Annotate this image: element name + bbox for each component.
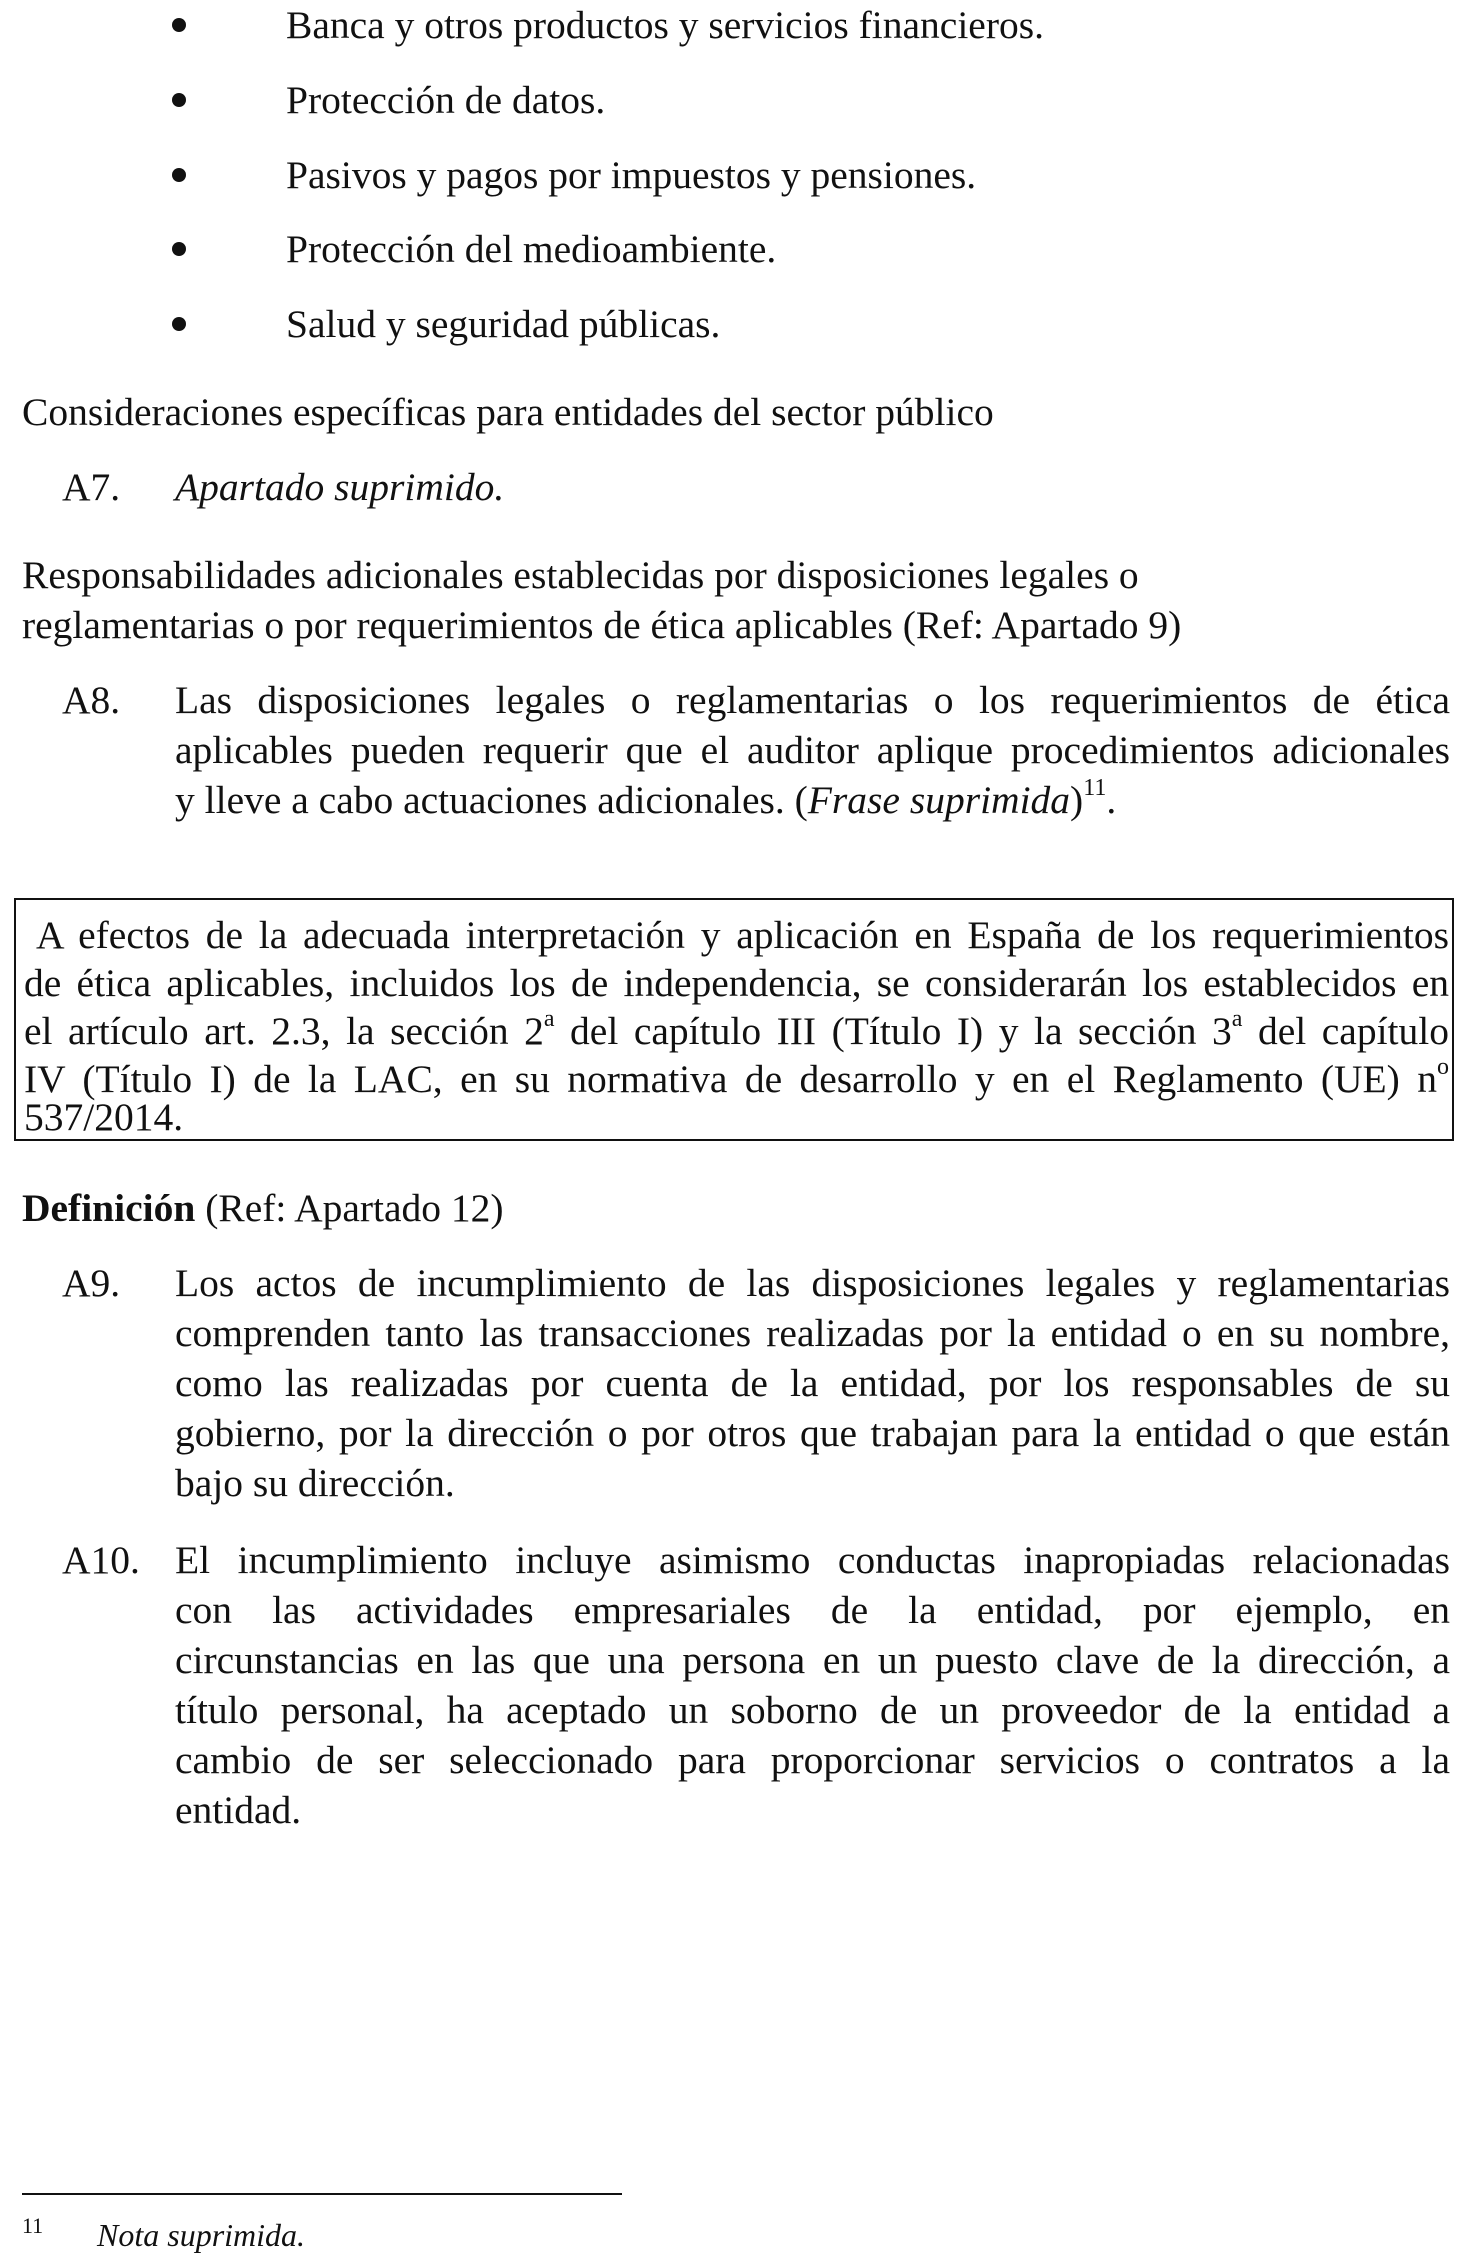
- paragraph-a7-text: Apartado suprimido.: [175, 465, 505, 509]
- definition-rest: (Ref: Apartado 12): [195, 1186, 504, 1230]
- footnote-reference: 11: [1083, 774, 1107, 801]
- paragraph-number-a8: A8.: [62, 678, 121, 722]
- paragraph-line: como las realizadas por cuenta de la entidad, por los responsables de su: [175, 1361, 1450, 1405]
- a8-line3-end: .: [1106, 778, 1117, 822]
- note-line4-a: IV (Título I) de la LAC, en su normativa de desarrollo y en el Reglamento (UE) n: [24, 1057, 1437, 1101]
- note-line: A efectos de la adecuada interpretación y aplicación en España de los requerimientos: [36, 913, 1449, 957]
- note-line3-b: del capítulo III (Título I) y la sección 3: [554, 1009, 1232, 1053]
- paragraph-number-a7: A7.: [62, 465, 121, 509]
- bullet-item: [0, 150, 1478, 200]
- paragraph-number-a9: A9.: [62, 1261, 121, 1305]
- paragraph-a9: [175, 1258, 1450, 1508]
- bullet-text: Protección de datos.: [286, 78, 606, 122]
- a8-line3-start: y lleve a cabo actuaciones adicionales. (: [175, 778, 808, 822]
- note-line: de ética aplicables, incluidos los de independencia, se considerarán los establecidos en: [24, 961, 1449, 1005]
- section-heading-public-sector: Consideraciones específicas para entidades del sector público: [22, 390, 994, 434]
- bullet-dot: [172, 168, 186, 182]
- a8-line3-close: ): [1070, 778, 1084, 822]
- section-heading-additional-line1: Responsabilidades adicionales establecidas por disposiciones legales o: [22, 553, 1139, 597]
- bullet-text: Banca y otros productos y servicios financieros.: [286, 3, 1044, 47]
- paragraph-line: El incumplimiento incluye asimismo conductas inapropiadas relacionadas: [175, 1538, 1450, 1582]
- spain-interpretation-note: [14, 898, 1454, 1141]
- bullet-item: [0, 0, 1478, 50]
- paragraph-line: cambio de ser seleccionado para proporcionar servicios o contratos a la: [175, 1738, 1450, 1782]
- paragraph-line: circunstancias en las que una persona en un puesto clave de la dirección, a: [175, 1638, 1450, 1682]
- note-line: 537/2014.: [24, 1095, 184, 1139]
- definition-bold: Definición: [22, 1186, 196, 1230]
- note-line3-a: el artículo art. 2.3, la sección 2: [24, 1009, 544, 1053]
- a8-line3-italic: Frase suprimida: [807, 778, 1071, 822]
- bullet-text: Pasivos y pagos por impuestos y pensiones.: [286, 153, 977, 197]
- note-sup: o: [1437, 1053, 1449, 1080]
- bullet-dot: [172, 93, 186, 107]
- paragraph-line: comprenden tanto las transacciones realizadas por la entidad o en su nombre,: [175, 1311, 1450, 1355]
- footnote-separator: [22, 2193, 622, 2195]
- section-heading-definition: [22, 1183, 504, 1233]
- bullet-item: [0, 75, 1478, 125]
- paragraph-a10: [175, 1535, 1450, 1835]
- paragraph-line: aplicables pueden requerir que el auditor aplique procedimientos adicionales: [175, 728, 1450, 772]
- note-sup: a: [1231, 1005, 1243, 1032]
- note-line3-c: del capítulo: [1242, 1009, 1449, 1053]
- section-heading-additional-line2: reglamentarias o por requerimientos de ética aplicables (Ref: Apartado 9): [22, 603, 1182, 647]
- bullet-dot: [172, 242, 186, 256]
- paragraph-line: entidad.: [175, 1788, 302, 1832]
- bullet-item: [0, 224, 1478, 274]
- paragraph-number-a10: A10.: [62, 1538, 140, 1582]
- paragraph-a8: [175, 675, 1450, 825]
- paragraph-line: gobierno, por la dirección o por otros que trabajan para la entidad o que están: [175, 1411, 1450, 1455]
- bullet-dot: [172, 18, 186, 32]
- paragraph-line: Los actos de incumplimiento de las disposiciones legales y reglamentarias: [175, 1261, 1450, 1305]
- bullet-text: Salud y seguridad públicas.: [286, 302, 721, 346]
- bullet-dot: [172, 317, 186, 331]
- paragraph-line: [175, 775, 1450, 825]
- note-line: [24, 1006, 1449, 1056]
- paragraph-line: Las disposiciones legales o reglamentarias o los requerimientos de ética: [175, 678, 1450, 722]
- footnote-text: Nota suprimida.: [97, 2217, 306, 2253]
- footnote-number: 11: [22, 2213, 44, 2238]
- paragraph-line: con las actividades empresariales de la entidad, por ejemplo, en: [175, 1588, 1450, 1632]
- paragraph-line: título personal, ha aceptado un soborno de un proveedor de la entidad a: [175, 1688, 1450, 1732]
- note-sup: a: [543, 1005, 555, 1032]
- bullet-item: [0, 299, 1478, 349]
- bullet-text: Protección del medioambiente.: [286, 227, 777, 271]
- paragraph-line: bajo su dirección.: [175, 1461, 455, 1505]
